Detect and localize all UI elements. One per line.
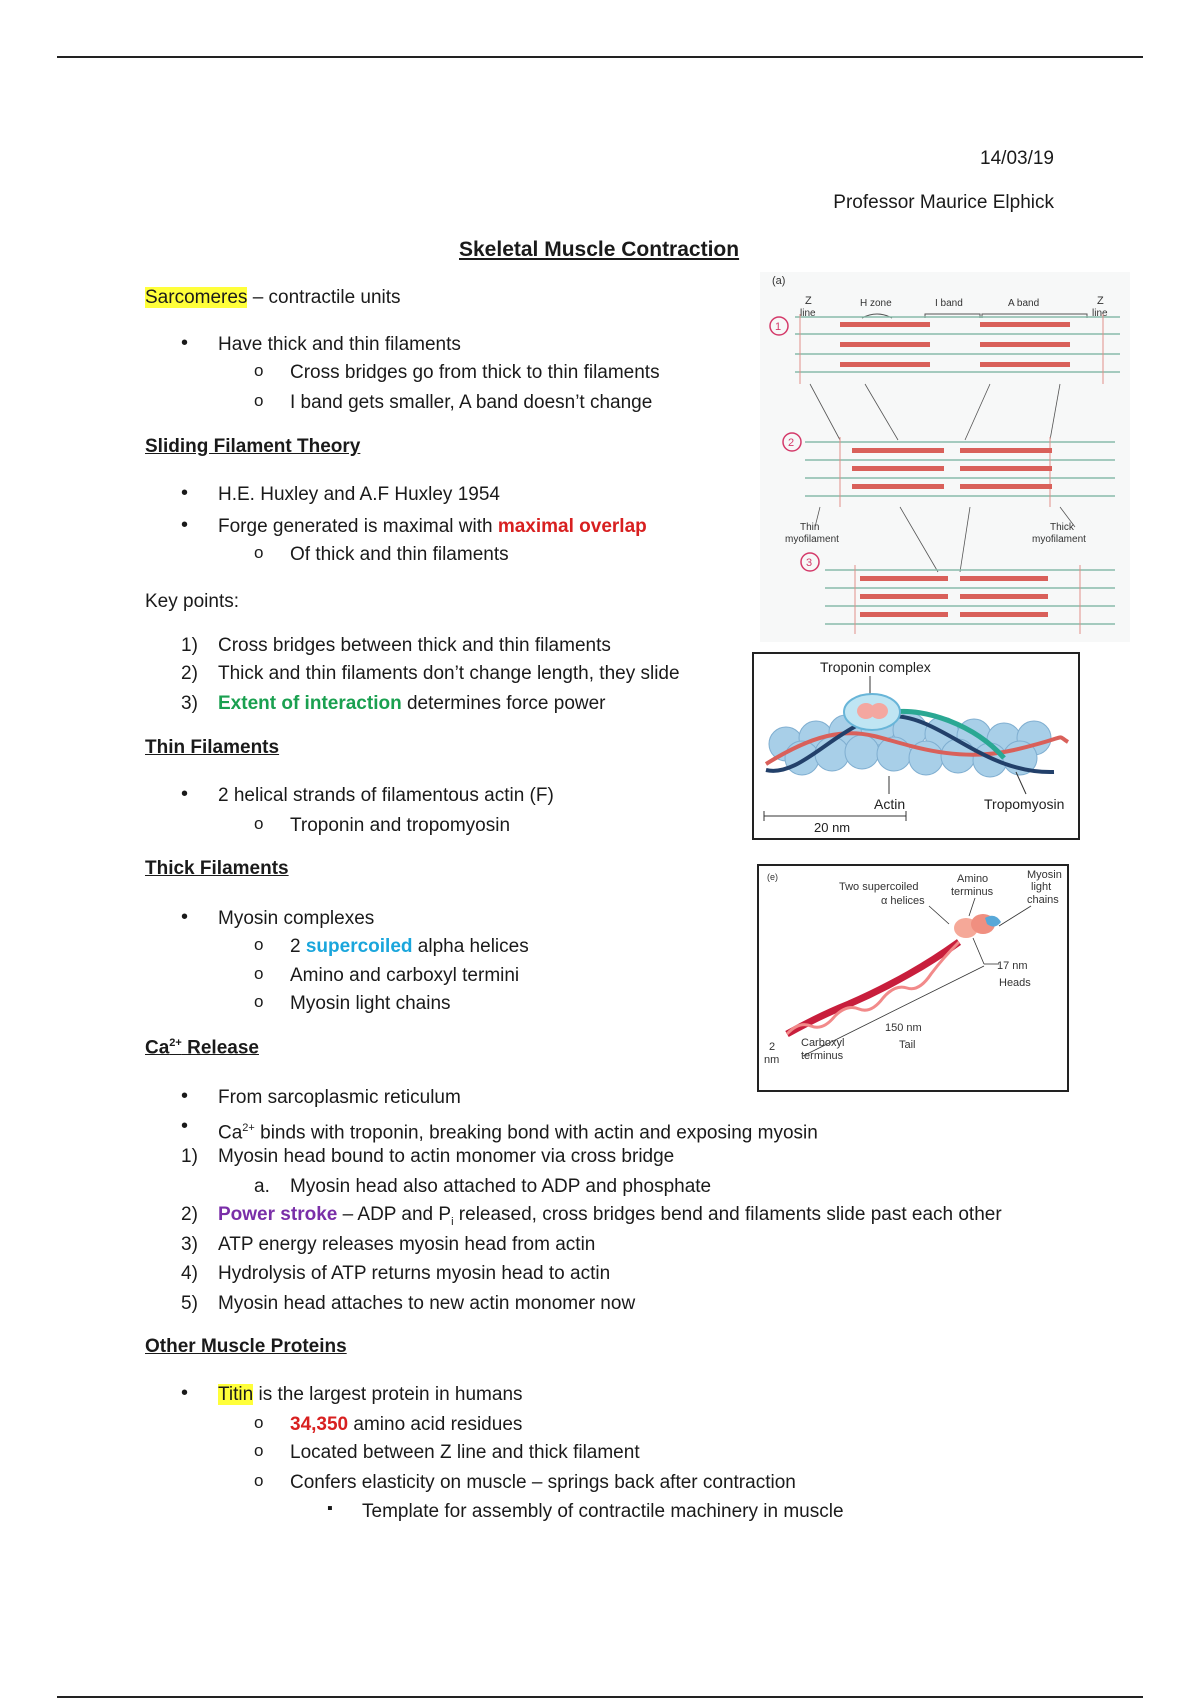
sarcomere-diagram bbox=[760, 272, 1130, 642]
list-item: Thick and thin filaments don’t change length, they slide bbox=[218, 663, 680, 684]
list-item: $Ca^{2+}$ binds with troponin, breaking bond with actin and exposing myosin bbox=[218, 1122, 818, 1144]
svg-text:3: 3 bbox=[806, 557, 813, 569]
top-rule bbox=[57, 56, 1143, 58]
z-line-right-label: line bbox=[1092, 308, 1108, 319]
section-heading-calcium: $Ca^{2+}$ Release bbox=[145, 1037, 259, 1059]
supercoiled-highlight: supercoiled bbox=[305, 936, 413, 957]
list-number: 2) bbox=[181, 1204, 198, 1225]
myosin-figure bbox=[757, 864, 1069, 1092]
svg-text:chains: chains bbox=[1027, 894, 1059, 906]
list-item: Myosin head also attached to ADP and phosphate bbox=[290, 1176, 712, 1197]
list-item: Forge generated is maximal with maximal overlap bbox=[218, 516, 647, 537]
supercoiled-label: Two supercoiled bbox=[839, 881, 919, 893]
list-item: 34,350 amino acid residues bbox=[290, 1414, 523, 1435]
troponin-subunit bbox=[870, 703, 888, 719]
z-line-left-label: Z bbox=[805, 295, 812, 307]
diameter-label: 2 bbox=[769, 1041, 776, 1053]
thick-myofilament-label: Thick bbox=[1050, 522, 1074, 533]
list-item: Extent of interaction determines force power bbox=[218, 693, 606, 714]
panel-label: (e) bbox=[767, 872, 778, 882]
author: Professor Maurice Elphick bbox=[833, 192, 1054, 213]
svg-text:1: 1 bbox=[775, 321, 782, 333]
list-item: 2 helical strands of filamentous actin (F) bbox=[218, 785, 554, 806]
list-item: Template for assembly of contractile machinery in muscle bbox=[362, 1501, 844, 1522]
myosin-diagram bbox=[759, 866, 1067, 1090]
sarcomeres-line: Sarcomeres – contractile units bbox=[145, 287, 401, 308]
h-zone-label: H zone bbox=[860, 298, 892, 309]
bullet-marker bbox=[181, 332, 188, 355]
bottom-rule bbox=[57, 1696, 1143, 1698]
svg-text:terminus: terminus bbox=[951, 886, 994, 898]
list-item: Located between Z line and thick filament bbox=[290, 1442, 640, 1463]
extent-highlight: Extent of interaction bbox=[218, 693, 402, 714]
tropomyosin-label: Tropomyosin bbox=[984, 796, 1065, 812]
head-length-label: 17 nm bbox=[997, 960, 1028, 972]
z-line-left-label: line bbox=[800, 308, 816, 319]
power-stroke-highlight: Power stroke bbox=[218, 1204, 338, 1225]
svg-text:nm: nm bbox=[764, 1054, 780, 1066]
list-item: Of thick and thin filaments bbox=[290, 544, 509, 565]
list-item: From sarcoplasmic reticulum bbox=[218, 1087, 461, 1108]
list-item: Myosin complexes bbox=[218, 908, 375, 929]
thin-myofilament-label: Thin bbox=[800, 522, 820, 533]
sub-bullet-marker bbox=[254, 391, 263, 411]
list-item: Titin is the largest protein in humans bbox=[218, 1384, 523, 1405]
sub-bullet-marker bbox=[254, 992, 263, 1012]
tail-length-label: 150 nm bbox=[885, 1022, 922, 1034]
z-line-right-label: Z bbox=[1097, 295, 1104, 307]
section-heading-thick: Thick Filaments bbox=[145, 858, 289, 879]
sub-bullet-marker bbox=[254, 1413, 263, 1433]
amino-terminus-label: Amino bbox=[957, 873, 989, 885]
i-band-label: I band bbox=[935, 298, 963, 309]
sub-bullet-marker bbox=[254, 543, 263, 563]
list-item: I band gets smaller, A band doesn’t change bbox=[290, 392, 653, 413]
bullet-marker bbox=[181, 1115, 188, 1138]
svg-text:light: light bbox=[1031, 881, 1052, 893]
sub-bullet-marker bbox=[254, 964, 263, 984]
svg-text:terminus: terminus bbox=[801, 1050, 844, 1062]
bullet-marker bbox=[181, 514, 188, 537]
sarcomeres-term: Sarcomeres bbox=[145, 287, 248, 308]
sub-sub-bullet-marker bbox=[327, 1500, 333, 1518]
date: 14/03/19 bbox=[980, 148, 1054, 169]
bullet-marker bbox=[181, 1382, 188, 1405]
list-number: 2) bbox=[181, 663, 198, 684]
tail-label: Tail bbox=[899, 1039, 916, 1051]
a-band-label: A band bbox=[1008, 298, 1040, 309]
section-heading-sliding: Sliding Filament Theory bbox=[145, 436, 361, 457]
list-number: 5) bbox=[181, 1293, 198, 1314]
list-number: 1) bbox=[181, 1146, 198, 1167]
section-heading-other: Other Muscle Proteins bbox=[145, 1336, 347, 1357]
list-item: Cross bridges go from thick to thin filaments bbox=[290, 362, 660, 383]
svg-text:myofilament: myofilament bbox=[785, 534, 839, 545]
troponin-complex-label: Troponin complex bbox=[820, 659, 931, 675]
list-item: ATP energy releases myosin head from actin bbox=[218, 1234, 596, 1255]
list-item: Troponin and tropomyosin bbox=[290, 815, 511, 836]
bullet-marker bbox=[181, 783, 188, 806]
list-number: 4) bbox=[181, 1263, 198, 1284]
svg-text:α helices: α helices bbox=[881, 895, 925, 907]
bullet-marker bbox=[181, 906, 188, 929]
myosin-tail bbox=[787, 942, 959, 1034]
list-number: 3) bbox=[181, 1234, 198, 1255]
page-title: Skeletal Muscle Contraction bbox=[459, 238, 740, 261]
list-item: Amino and carboxyl termini bbox=[290, 965, 520, 986]
residues-highlight: 34,350 bbox=[290, 1414, 349, 1435]
maximal-overlap-highlight: maximal overlap bbox=[497, 516, 647, 537]
list-number: 3) bbox=[181, 693, 198, 714]
panel-label: (a) bbox=[772, 275, 786, 287]
list-item: H.E. Huxley and A.F Huxley 1954 bbox=[218, 484, 500, 505]
svg-text:myofilament: myofilament bbox=[1032, 534, 1086, 545]
list-item: 2 supercoiled alpha helices bbox=[290, 936, 529, 957]
list-item: Myosin head attaches to new actin monomer now bbox=[218, 1293, 636, 1314]
list-letter: a. bbox=[254, 1176, 270, 1197]
list-item: Myosin head bound to actin monomer via cross bridge bbox=[218, 1146, 675, 1167]
scale-label: 20 nm bbox=[814, 820, 851, 835]
bullet-marker bbox=[181, 482, 188, 505]
carboxyl-terminus-label: Carboxyl bbox=[801, 1037, 845, 1049]
troponin-figure bbox=[752, 652, 1080, 840]
myosin-light-chains-label: Myosin bbox=[1027, 869, 1062, 881]
section-heading-thin: Thin Filaments bbox=[145, 737, 280, 758]
list-item: Cross bridges between thick and thin filaments bbox=[218, 635, 611, 656]
troponin-diagram bbox=[754, 654, 1078, 838]
svg-text:2: 2 bbox=[788, 437, 795, 449]
sub-bullet-marker bbox=[254, 814, 263, 834]
sub-bullet-marker bbox=[254, 1441, 263, 1461]
actin-label: Actin bbox=[874, 796, 906, 812]
heads-label: Heads bbox=[999, 977, 1031, 989]
list-item: Confers elasticity on muscle – springs back after contraction bbox=[290, 1472, 796, 1493]
list-item: Myosin light chains bbox=[290, 993, 451, 1014]
sub-bullet-marker bbox=[254, 1471, 263, 1491]
list-item: Power stroke – ADP and $P_i$ released, cross bridges bend and filaments slide past each other bbox=[218, 1204, 1002, 1228]
list-item: Have thick and thin filaments bbox=[218, 334, 461, 355]
key-points-label: Key points: bbox=[145, 591, 239, 612]
list-item: Hydrolysis of ATP returns myosin head to actin bbox=[218, 1263, 611, 1284]
list-number: 1) bbox=[181, 635, 198, 656]
sub-bullet-marker bbox=[254, 935, 263, 955]
titin-highlight: Titin bbox=[218, 1384, 254, 1405]
bullet-marker bbox=[181, 1085, 188, 1108]
sub-bullet-marker bbox=[254, 361, 263, 381]
diagram-background bbox=[760, 272, 1130, 642]
